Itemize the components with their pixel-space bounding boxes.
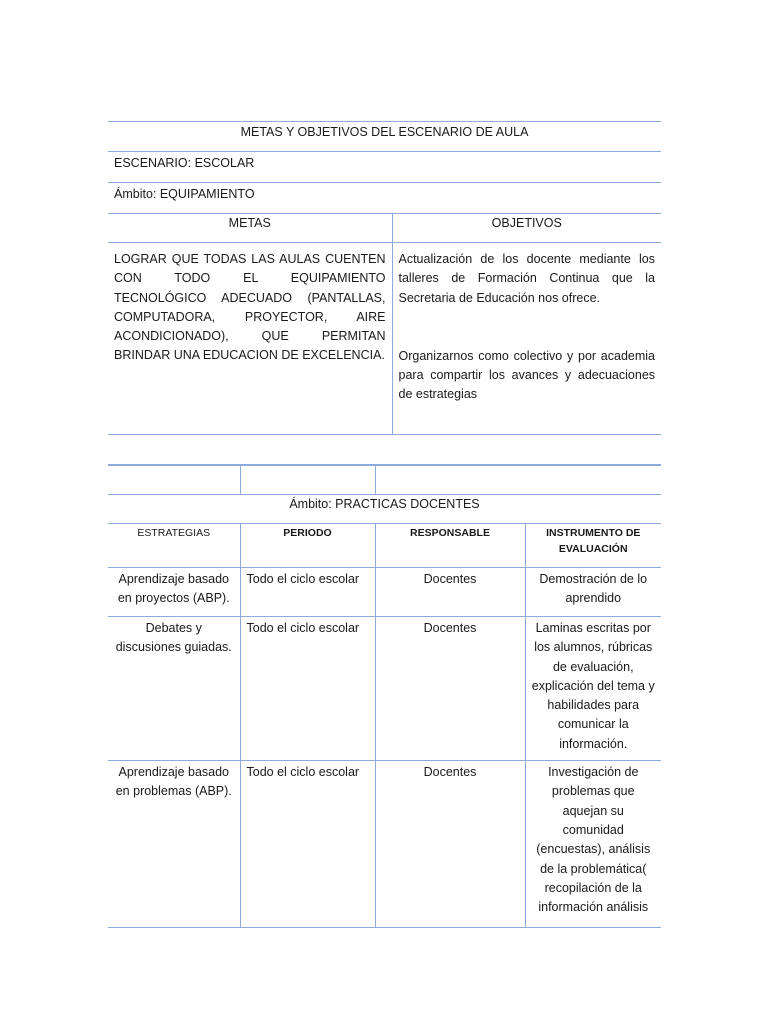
- objetivo-2: Organizarnos como colectivo y por academia para compartir los avances y adecuaciones de estrategias: [398, 348, 656, 402]
- instrumento-cell: Demostración de lo aprendido: [525, 568, 661, 617]
- responsable-header: RESPONSABLE: [375, 524, 525, 568]
- document-page: [108, 121, 661, 928]
- ambito-equipamiento-label: Ámbito: EQUIPAMIENTO: [108, 183, 661, 214]
- responsable-cell: Docentes: [375, 761, 525, 928]
- table-row: [108, 761, 661, 928]
- estrategias-header: ESTRATEGIAS: [108, 524, 240, 568]
- instrumento-cell: Investigación de problemas que aquejan su comunidad (encuestas), análisis de la problemática( recopilación de la información análisis: [525, 761, 661, 928]
- estrategia-cell: Aprendizaje basado en problemas (ABP).: [108, 761, 240, 928]
- ambito-practicas-label: Ámbito: PRACTICAS DOCENTES: [108, 495, 661, 524]
- spacer-row: [108, 435, 661, 465]
- responsable-cell: Docentes: [375, 617, 525, 761]
- empty-cell: [240, 466, 375, 495]
- empty-cell: [375, 466, 661, 495]
- instrumento-cell: Laminas escritas por los alumnos, rúbricas de evaluación, explicación del tema y habilidades para comunicar la información.: [525, 617, 661, 761]
- table-row: [108, 617, 661, 761]
- periodo-cell: Todo el ciclo escolar: [240, 761, 375, 928]
- periodo-cell: Todo el ciclo escolar: [240, 617, 375, 761]
- meta-text: LOGRAR QUE TODAS LAS AULAS CUENTEN CON TODO EL EQUIPAMIENTO TECNOLÓGICO ADECUADO (PANTALLAS, COMPUTADORA, PROYECTOR, AIRE ACONDICIONADO), QUE PERMITAN BRINDAR UNA EDUCACION DE EXCELENCIA.: [114, 252, 386, 363]
- responsable-cell: Docentes: [375, 568, 525, 617]
- table-row: [108, 568, 661, 617]
- metas-objetivos-table: [108, 121, 661, 465]
- estrategia-cell: Aprendizaje basado en proyectos (ABP).: [108, 568, 240, 617]
- escenario-label: ESCENARIO: ESCOLAR: [108, 152, 661, 183]
- practicas-table: [108, 465, 661, 928]
- periodo-header: PERIODO: [240, 524, 375, 568]
- metas-header: METAS: [108, 214, 392, 243]
- periodo-cell: Todo el ciclo escolar: [240, 568, 375, 617]
- estrategia-cell: Debates y discusiones guiadas.: [108, 617, 240, 761]
- meta-cell: [108, 243, 392, 435]
- empty-cell: [108, 466, 240, 495]
- table-title: METAS Y OBJETIVOS DEL ESCENARIO DE AULA: [108, 122, 661, 152]
- objetivos-header: OBJETIVOS: [392, 214, 661, 243]
- instrumento-header: INSTRUMENTO DE EVALUACIÓN: [525, 524, 661, 568]
- objetivo-1: Actualización de los docente mediante los talleres de Formación Continua que la Secretaria de Educación nos ofrece.: [398, 252, 656, 305]
- objetivos-cell: [392, 243, 661, 435]
